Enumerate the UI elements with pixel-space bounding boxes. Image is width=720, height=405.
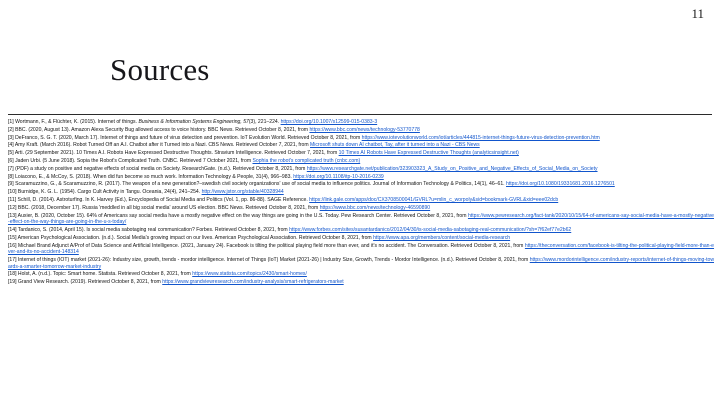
list-item bbox=[8, 119, 714, 126]
ref-id: [9] bbox=[8, 181, 14, 188]
ref-link[interactable]: https://www.statista.com/topics/2430/smart-homes/ bbox=[192, 271, 307, 278]
ref-link[interactable]: Sophia the robot's complicated truth (cnbc.com) bbox=[252, 157, 361, 164]
ref-text: Burnidge, K. G. L. (1954). Cargo Cult Activity in Tangu. Oceania, 24(4), 241–254. bbox=[17, 189, 202, 196]
list-item bbox=[8, 279, 714, 286]
ref-link[interactable]: 10 Times AI Robots Have Expressed Destructive Thoughts (analyticsinsight.net) bbox=[338, 150, 519, 157]
ref-text: Michael Brand Adjunct A/Prof of Data Science and Artificial Intelligence. (2021, January 24). Facebook is tilting the political playing field more than ever, and it's no accident. The Conversation. Retrieved October 8, 2021, from bbox=[17, 242, 525, 249]
list-item bbox=[8, 135, 714, 142]
ref-text: Schill, D. (2014). Astroturfing. In K. Harvey (Ed.), Encyclopedia of Social Media and Politics (Vol. 1, pp. 86-88). SAGE Reference. bbox=[17, 196, 310, 203]
ref-link[interactable]: http://www.jstor.org/stable/40328944 bbox=[201, 189, 284, 196]
ref-id: [15] bbox=[8, 234, 17, 241]
list-item bbox=[8, 181, 714, 188]
ref-link[interactable]: https://www.iotevolutionworld.com/iot/articles/444815-internet-things-future-virus-detection-prevention.htm bbox=[361, 134, 600, 141]
list-item bbox=[8, 127, 714, 134]
ref-text: BBC. (2018, December 17). Russia 'meddled in all big social media' around US election. BBC News. Retrieved October 8, 2021, from bbox=[17, 204, 320, 211]
list-item bbox=[8, 174, 714, 181]
ref-id: [10] bbox=[8, 189, 17, 196]
list-item bbox=[8, 257, 714, 270]
list-item bbox=[8, 243, 714, 256]
page-title: Sources bbox=[110, 52, 210, 87]
ref-id: [13] bbox=[8, 212, 17, 219]
ref-text: Jaden Urbi. (5 June 2018). Sopia the Robot's Complicated Truth. CNBC. Retrieved 7 October 2021, from bbox=[15, 157, 253, 164]
list-item bbox=[8, 197, 714, 204]
ref-link[interactable]: https://www.apa.org/members/content/social-media-research bbox=[373, 234, 511, 241]
ref-link[interactable]: https://www.mordorintelligence.com/industry-reports/internet-of-things-moving-towards-a-smarter-tomorrow-market-industry bbox=[8, 256, 714, 270]
page-number: 11 bbox=[691, 6, 704, 21]
ref-text: Wortmann, F., & Flüchter, K. (2015). Internet of things. bbox=[15, 119, 139, 125]
ref-id: [18] bbox=[8, 271, 17, 278]
ref-id: [8] bbox=[8, 173, 14, 180]
ref-id: [4] bbox=[8, 142, 14, 149]
ref-text: BBC. (2020, August 13). Amazon Alexa Security Bug allowed access to voice history. BBC News. Retrieved October 8, 2021, from bbox=[15, 126, 310, 133]
ref-link[interactable]: https://www.bbc.com/news/technology-53770778 bbox=[309, 126, 420, 133]
ref-id: [19] bbox=[8, 279, 17, 286]
ref-link[interactable]: https://link.gale.com/apps/doc/CX3708500041/GVRL?u=mlin_c_worpoly&sid=bookmark-GVRL&xid=eee02dcb bbox=[309, 196, 559, 203]
ref-link[interactable]: https://doi.org/10.1080/19331681.2016.1276501 bbox=[506, 181, 615, 188]
ref-id: [17] bbox=[8, 256, 17, 263]
ref-id: [14] bbox=[8, 226, 17, 233]
ref-text: Scaramuzzino, G., & Scaramuzzino, R. (2017). The weapon of a new generation?–swedish civil society organizations' use of social media to influence politics. Journal of Information Technology & Politics, 14(1), 46–61. bbox=[15, 181, 506, 188]
ref-link[interactable]: https://www.forbes.com/sites/susantardanico/2012/04/30/is-social-media-sabotaging-real-communication/?sh=7f62ef77e2b62 bbox=[289, 226, 572, 233]
ref-link[interactable]: https://doi.org/10.1007/s12599-015-0383-3 bbox=[280, 119, 378, 125]
ref-text: Auxier, B. (2020, October 15). 64% of Americans say social media have a mostly negative effect on the way things are going in the U.S. Today. Pew Research Center. Retrieved October 8, 2021, from bbox=[17, 212, 468, 219]
ref-text: (PDF) a study on positive and negative effects of social media on Society. ResearchGate. (n.d.). Retrieved October 8, 2021, from bbox=[15, 165, 307, 172]
list-item bbox=[8, 213, 714, 226]
ref-text-2: (3), 221–224. bbox=[248, 119, 281, 125]
ref-text: Loiacono, E., & McCoy, S. (2018). When did fun become so much work. Information Technology & People, 31(4), 966–983. bbox=[15, 173, 294, 180]
references-list bbox=[8, 119, 714, 287]
ref-id: [6] bbox=[8, 157, 14, 164]
ref-link[interactable]: https://theconversation.com/facebook-is-tilting-the-political-playing-field-more-than-ever-and-its-no-accident-148314 bbox=[8, 242, 715, 256]
ref-text: Tardanico, S. (2014, April 15). Is social media sabotaging real communication? Forbes. Retrieved October 8, 2021, from bbox=[17, 226, 290, 233]
ref-link[interactable]: https://www.grandviewresearch.com/industry-analysis/smart-refrigerators-market bbox=[162, 279, 344, 286]
ref-id: [7] bbox=[8, 165, 14, 172]
ref-id: [3] bbox=[8, 134, 14, 141]
ref-text: American Psychological Association. (n.d.). Social Media's growing impact on our lives. American Psychological Association. Retrieved October 8, 2021, from bbox=[17, 234, 374, 241]
list-item bbox=[8, 189, 714, 196]
ref-text: Holst, A. (n.d.). Topic: Smart home. Statista. Retrieved October 8, 2021, from bbox=[17, 271, 193, 278]
ref-text: Arti. (29 September 2021). 10 Times A.I. Robots Have Expressed Destructive Thoughts. Stravium Intelligence. Retrieved October 7, 2021, from bbox=[14, 150, 339, 157]
list-item bbox=[8, 158, 714, 165]
ref-link[interactable]: https://www.bbc.com/news/technology-46590890 bbox=[319, 204, 431, 211]
list-item bbox=[8, 150, 714, 157]
ref-id: [2] bbox=[8, 126, 14, 133]
ref-text: Amy Kraft. (March 2016). Robot Turned Off an A.I. Chatbot after it Turned into a Nazi. CBS News. Retrieved October 7, 2021, from bbox=[14, 142, 311, 149]
ref-id: [11] bbox=[8, 196, 17, 203]
list-item bbox=[8, 235, 714, 242]
ref-text: DeFranco, S. G. T. (2020, March 17). Internet of things and future of virus detection and prevention. IoT Evolution World. Retrieved October 8, 2021, from bbox=[15, 134, 362, 141]
ref-link[interactable]: Microsoft shuts down AI chatbot, Tay, after it turned into a Nazi - CBS News bbox=[310, 142, 480, 149]
title-divider bbox=[8, 114, 712, 115]
list-item bbox=[8, 166, 714, 173]
ref-id: [16] bbox=[8, 242, 17, 249]
ref-italic: Business & Information Systems Engineering, 57 bbox=[138, 119, 249, 125]
ref-id: [5] bbox=[8, 150, 14, 157]
ref-link[interactable]: https://www.researchgate.net/publication/323903323_A_Study_on_Positive_and_Negative_Effects_of_Social_Media_on_Society bbox=[306, 165, 598, 172]
list-item bbox=[8, 227, 714, 234]
ref-text: Internet of things (IOT) market (2021-26): Industry size, growth, trends - mordor intelligence. Internet of Things (IoT) Market (2021-26) | Industry Size, Growth, Trends - Mordor Intelligence. (n.d.). Retrieved October 8, 2021, from bbox=[17, 256, 530, 263]
list-item bbox=[8, 142, 714, 149]
ref-link[interactable]: https://www.pewresearch.org/fact-tank/2020/10/15/64-of-americans-say-social-media-have-a-mostly-negative-effect-on-the-way-things-are-going-in-the-u-s-today/ bbox=[8, 212, 714, 226]
ref-text: Grand View Research. (2019). Retrieved October 8, 2021, from bbox=[17, 279, 163, 286]
list-item bbox=[8, 271, 714, 278]
ref-link[interactable]: https://doi.org/10.1108/itp-10-2016-0239 bbox=[293, 173, 384, 180]
ref-id: [1] bbox=[8, 119, 14, 125]
ref-id: [12] bbox=[8, 204, 17, 211]
list-item bbox=[8, 205, 714, 212]
